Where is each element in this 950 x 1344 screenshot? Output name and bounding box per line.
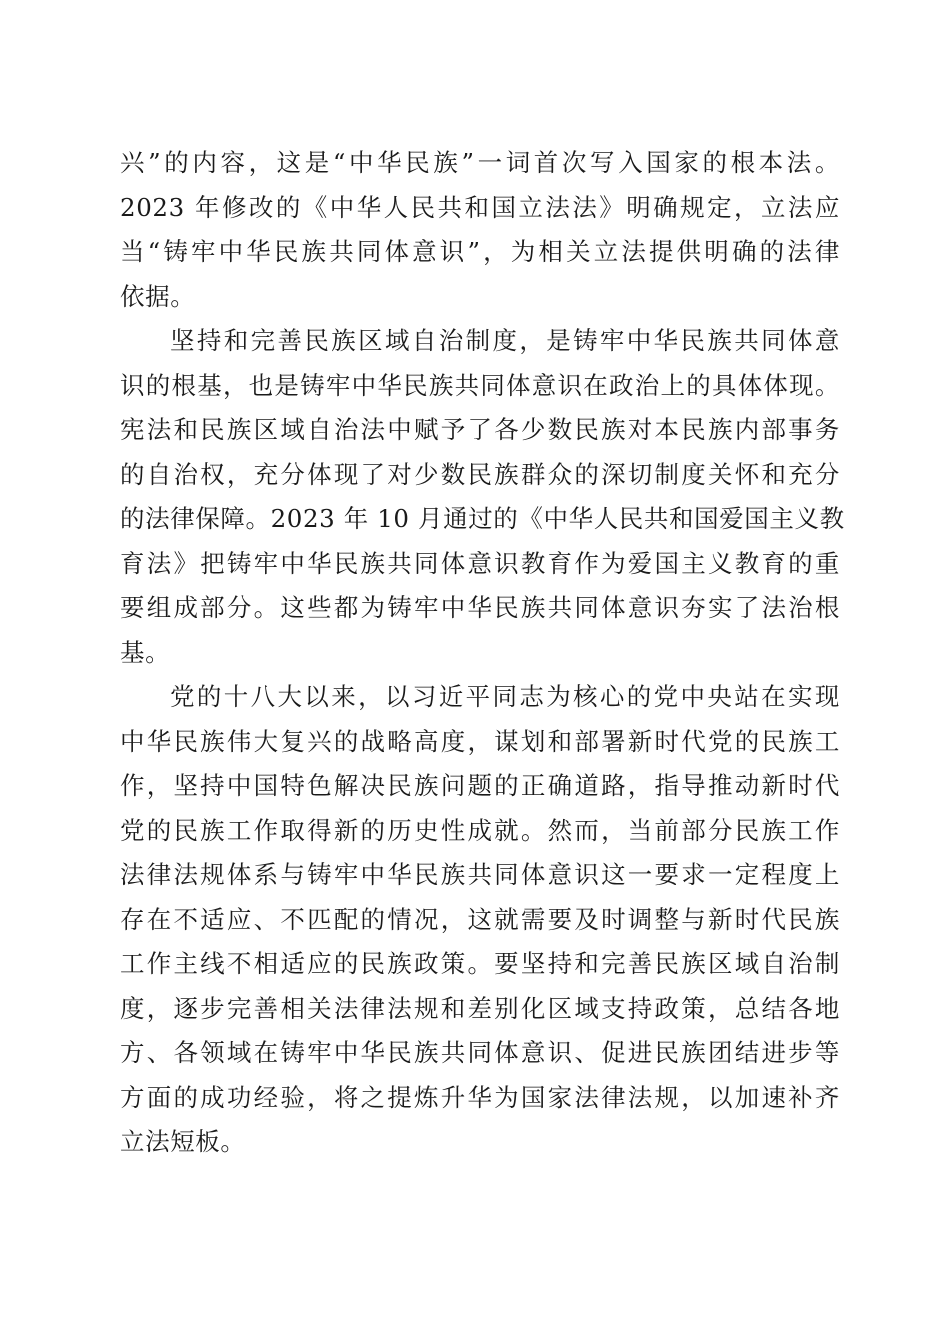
paragraph-2 — [120, 319, 845, 675]
paragraph-1 — [120, 141, 840, 319]
paragraph-line: 法律法规体系与铸牢中华民族共同体意识这一要求一定程度上 — [120, 860, 840, 889]
paragraph-line: 的法律保障。2023 年 10 月通过的《中华人民共和国爱国主义教 — [120, 504, 845, 533]
paragraph-line: 存在不适应、不匹配的情况，这就需要及时调整与新时代民族 — [120, 904, 840, 934]
paragraph-line: 作，坚持中国特色解决民族问题的正确道路，指导推动新时代 — [120, 771, 840, 800]
paragraph-line: 立法短板。 — [120, 1127, 246, 1156]
paragraph-line: 的自治权，充分体现了对少数民族群众的深切制度关怀和充分 — [120, 459, 840, 489]
paragraph-line: 育法》把铸牢中华民族共同体意识教育作为爱国主义教育的重 — [120, 548, 840, 578]
paragraph-line: 识的根基，也是铸牢中华民族共同体意识在政治上的具体体现。 — [120, 370, 840, 400]
paragraph-line: 基。 — [120, 637, 171, 667]
paragraph-line: 2023 年修改的《中华人民共和国立法法》明确规定，立法应 — [120, 192, 840, 222]
paragraph-line: 党的民族工作取得新的历史性成就。然而，当前部分民族工作 — [120, 815, 840, 845]
paragraph-line: 坚持和完善民族区域自治制度，是铸牢中华民族共同体意 — [170, 326, 840, 355]
paragraph-line: 要组成部分。这些都为铸牢中华民族共同体意识夯实了法治根 — [120, 593, 840, 622]
document-body — [120, 141, 845, 1165]
paragraph-line: 中华民族伟大复兴的战略高度，谋划和部署新时代党的民族工 — [120, 726, 840, 756]
paragraph-line: 党的十八大以来，以习近平同志为核心的党中央站在实现 — [170, 682, 840, 711]
paragraph-line: 兴”的内容，这是“中华民族”一词首次写入国家的根本法。 — [120, 148, 840, 177]
paragraph-line: 方面的成功经验，将之提炼升华为国家法律法规，以加速补齐 — [120, 1082, 840, 1112]
paragraph-line: 依据。 — [120, 281, 196, 311]
paragraph-line: 宪法和民族区域自治法中赋予了各少数民族对本民族内部事务 — [120, 415, 840, 444]
paragraph-line: 度，逐步完善相关法律法规和差别化区域支持政策，总结各地 — [120, 993, 840, 1023]
paragraph-line: 方、各领域在铸牢中华民族共同体意识、促进民族团结进步等 — [120, 1038, 840, 1067]
paragraph-line: 工作主线不相适应的民族政策。要坚持和完善民族区域自治制 — [120, 949, 840, 978]
paragraph-3 — [120, 675, 840, 1165]
paragraph-line: 当“铸牢中华民族共同体意识”，为相关立法提供明确的法律 — [120, 237, 840, 266]
